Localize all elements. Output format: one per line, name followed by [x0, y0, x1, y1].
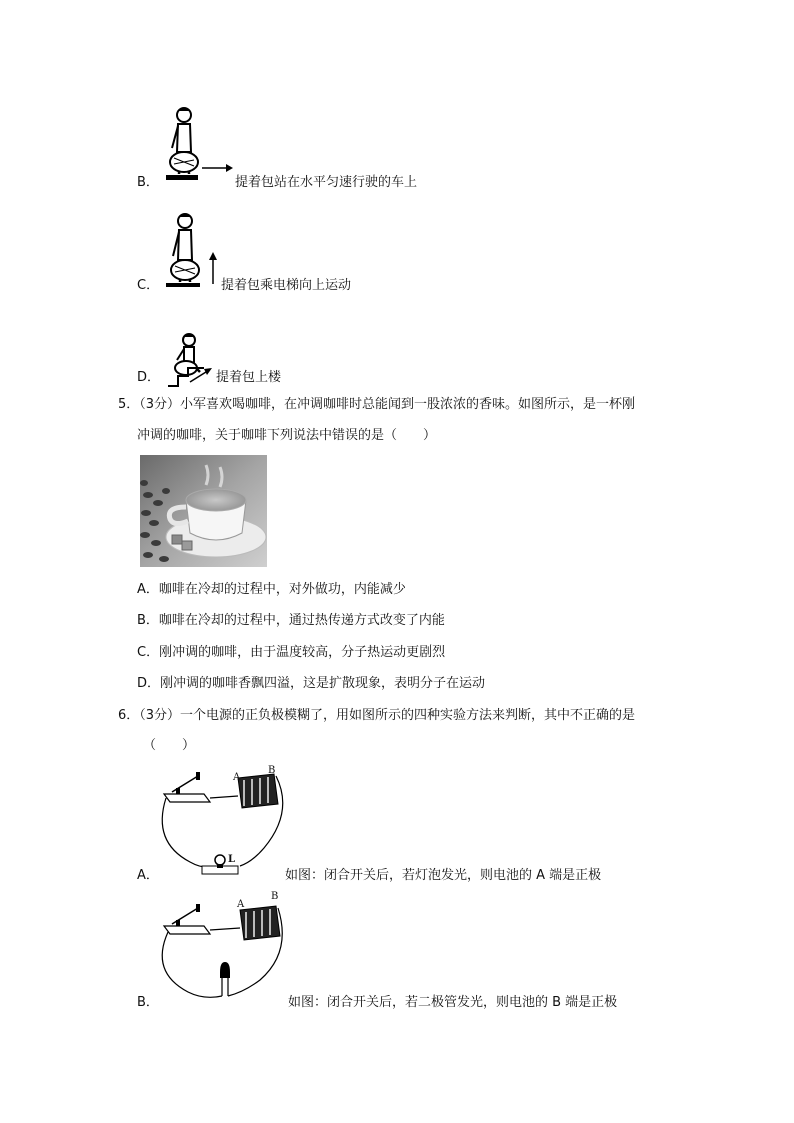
terminal-b-label: B [268, 765, 276, 776]
question-stem: 5．（3分）小军喜欢喝咖啡，在冲调咖啡时总能闻到一股浓浓的香味。如图所示，是一杯刚 [118, 397, 636, 412]
option-letter: A． [137, 868, 159, 883]
question-stem: 6．（3分）一个电源的正负极模糊了，用如图所示的四种实验方法来判断，其中不正确的是 [118, 708, 636, 723]
circuit-diode-figure [160, 892, 290, 1004]
person-on-elevator-figure [160, 210, 220, 292]
option-letter: D． [137, 370, 161, 385]
question-stem: （ ） [143, 738, 196, 753]
option-b: B．咖啡在冷却的过程中，通过热传递方式改变了内能 [137, 613, 445, 628]
question-stem: 冲调的咖啡，关于咖啡下列说法中错误的是（ ） [137, 428, 437, 443]
option-d: D．刚冲调的咖啡香飘四溢，这是扩散现象，表明分子在运动 [137, 676, 486, 691]
terminal-a-label: A [233, 772, 241, 783]
option-letter: B． [137, 175, 159, 190]
option-caption: 提着包乘电梯向上运动 [221, 278, 352, 293]
circuit-lamp-figure [160, 762, 290, 880]
option-caption: 如图：闭合开关后，若灯泡发光，则电池的 A 端是正极 [285, 868, 602, 883]
option-a: A．咖啡在冷却的过程中，对外做功，内能减少 [137, 582, 406, 597]
person-standing-on-vehicle-figure [160, 104, 235, 186]
option-letter: B． [137, 995, 159, 1010]
lamp-label: L [228, 854, 236, 865]
option-caption: 提着包上楼 [216, 370, 282, 385]
option-caption: 提着包站在水平匀速行驶的车上 [235, 175, 418, 190]
option-caption: 如图：闭合开关后，若二极管发光，则电池的 B 端是正极 [288, 995, 618, 1010]
terminal-b-label: B [271, 891, 279, 902]
terminal-a-label: A [237, 899, 245, 910]
person-climbing-stairs-figure [160, 332, 220, 390]
coffee-cup-photo [140, 455, 267, 567]
option-c: C．刚冲调的咖啡，由于温度较高，分子热运动更剧烈 [137, 645, 446, 660]
option-letter: C． [137, 278, 160, 293]
